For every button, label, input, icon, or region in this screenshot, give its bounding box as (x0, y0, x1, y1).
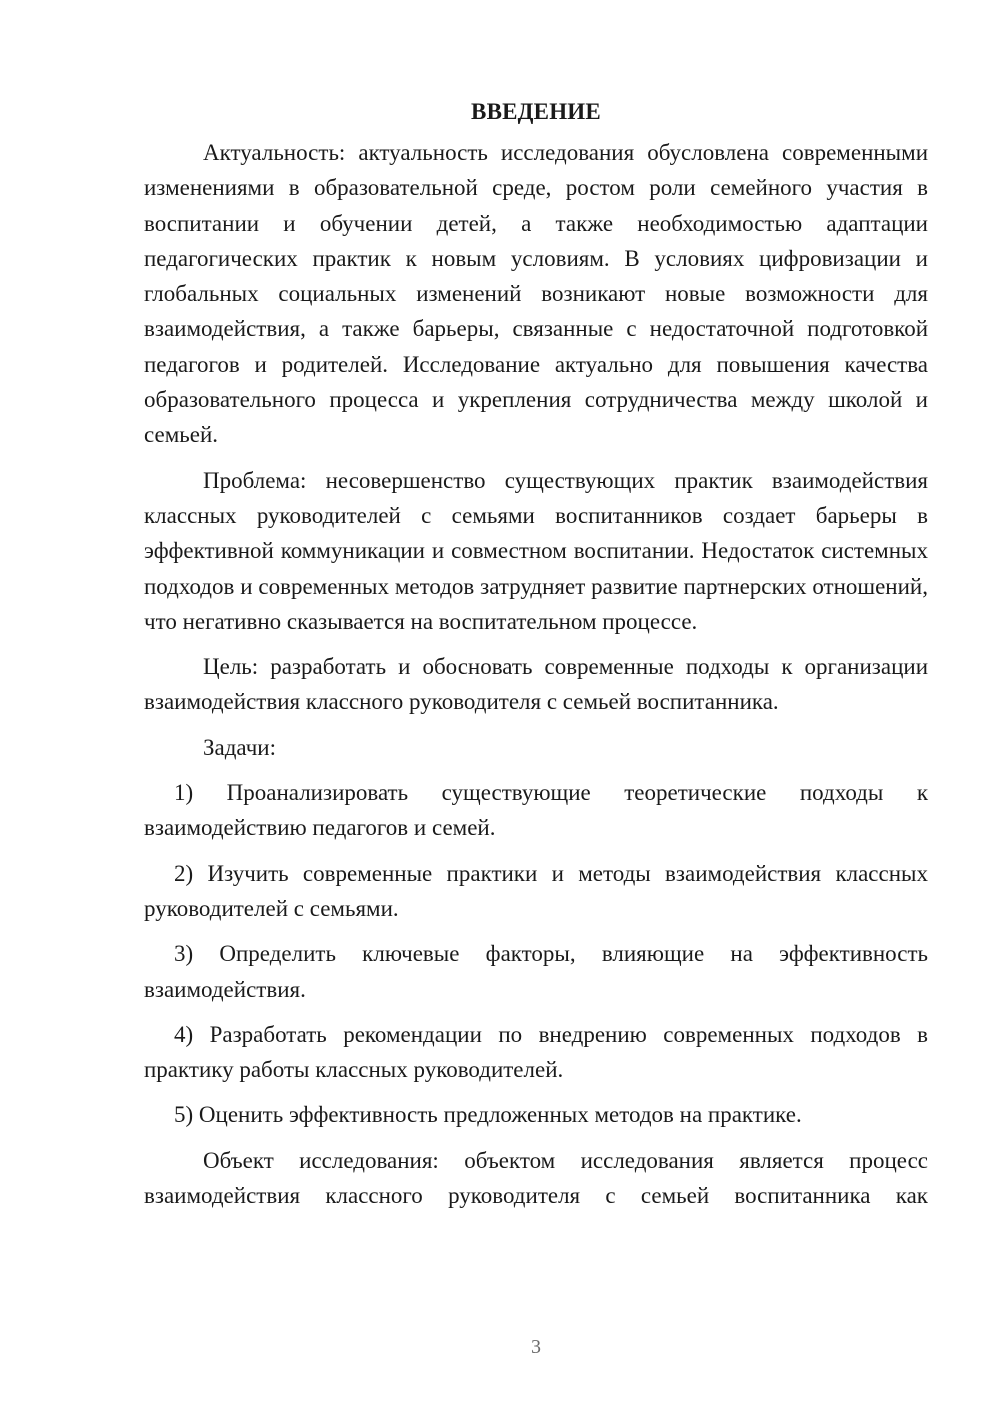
task-item-3: 3) Определить ключевые факторы, влияющие на эффективность взаимодействия. (144, 941, 928, 1002)
task-item-1: 1) Проанализировать существующие теоретические подходы к взаимодействию педагогов и семей. (144, 780, 928, 841)
relevance-paragraph: Актуальность: актуальность исследования обусловлена современными изменениями в образовательной среде, ростом роли семейного участия в воспитании и обучении детей, а также необходимостью адаптации педагогических практик к новым условиям. В условиях цифровизации и глобальных социальных изменений возникают новые возможности для взаимодействия, а также барьеры, связанные с недостаточной подготовкой педагогов и родителей. Исследование актуально для повышения качества образовательного процесса и укрепления сотрудничества между школой и семьей. (144, 140, 928, 448)
problem-paragraph: Проблема: несовершенство существующих практик взаимодействия классных руководителей с семьями воспитанников создает барьеры в эффективной коммуникации и совместном воспитании. Недостаток системных подходов и современных методов затрудняет развитие партнерских отношений, что негативно сказывается на воспитательном процессе. (144, 467, 928, 634)
object-paragraph: Объект исследования: объектом исследования является процесс взаимодействия классного руководителя с семьей воспитанника как (144, 1147, 928, 1209)
goal-paragraph: Цель: разработать и обосновать современные подходы к организации взаимодействия классного руководителя с семьей воспитанника. (144, 654, 928, 715)
page-number: 3 (531, 1336, 541, 1358)
task-item-2: 2) Изучить современные практики и методы взаимодействия классных руководителей с семьями. (144, 860, 928, 921)
tasks-title: Задачи: (203, 734, 276, 760)
document-body (144, 94, 928, 1223)
task-item-4: 4) Разработать рекомендации по внедрению современных подходов в практику работы классных руководителей. (144, 1021, 928, 1083)
section-heading: ВВЕДЕНИЕ (471, 99, 601, 124)
task-item-5: 5) Оценить эффективность предложенных методов на практике. (174, 1102, 802, 1128)
